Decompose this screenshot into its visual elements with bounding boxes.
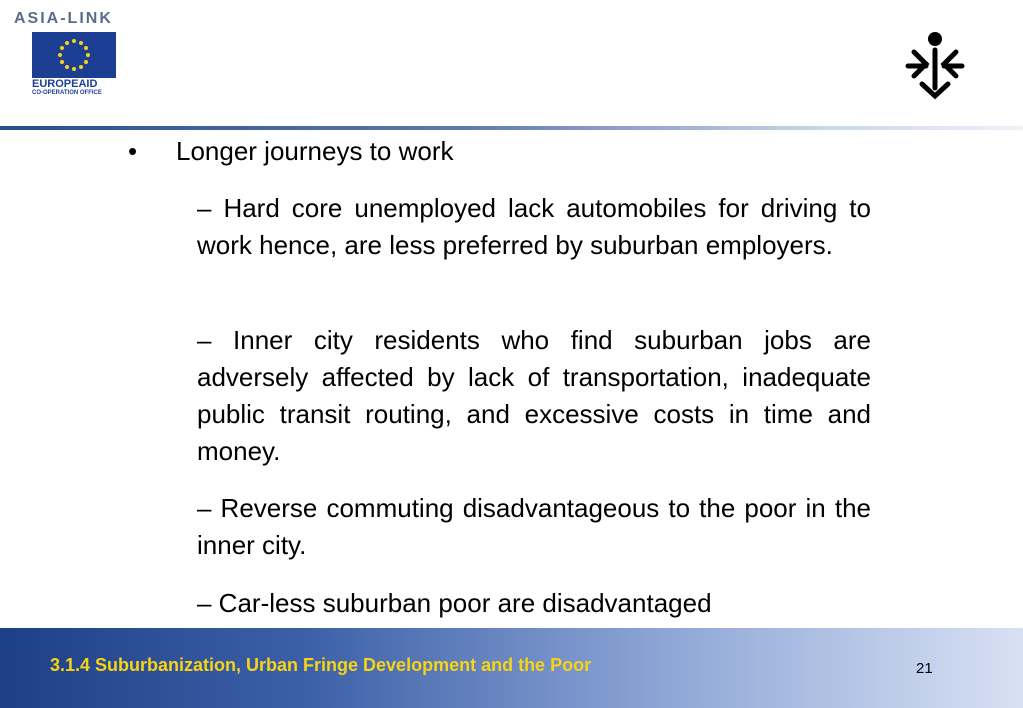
sub-bullet-text: – Hard core unemployed lack automobiles for driving to work hence, are less preferred by suburban employers. — [197, 193, 871, 260]
slide-content — [0, 130, 1023, 628]
sub-bullet-2 — [197, 322, 871, 470]
cooperation-office-text: CO-OPERATION OFFICE — [32, 90, 102, 96]
organization-emblem-icon — [900, 30, 970, 100]
page-number: 21 — [916, 660, 933, 677]
sub-bullet-text: – Car-less suburban poor are disadvantaged — [197, 588, 712, 618]
eu-flag-icon — [32, 32, 116, 78]
footer-bar — [0, 628, 1023, 708]
sub-bullet-3 — [197, 490, 871, 564]
main-bullet — [128, 136, 453, 166]
sub-bullet-text: – Reverse commuting disadvantageous to the poor in the inner city. — [197, 493, 871, 560]
asia-link-logo-text: ASIA-LINK — [14, 10, 113, 27]
sub-bullet-1 — [197, 190, 871, 264]
europeaid-text: EUROPEAID — [32, 78, 98, 90]
footer-title: 3.1.4 Suburbanization, Urban Fringe Development and the Poor — [50, 655, 592, 675]
sub-bullet-text: – Inner city residents who find suburban jobs are adversely affected by lack of transportation, inadequate public transit routing, and excessive costs in time and money. — [197, 325, 871, 466]
bullet-icon: • — [128, 136, 138, 166]
main-bullet-text: Longer journeys to work — [176, 136, 454, 166]
sub-bullet-4 — [197, 585, 871, 622]
asia-link-logo — [8, 6, 138, 98]
